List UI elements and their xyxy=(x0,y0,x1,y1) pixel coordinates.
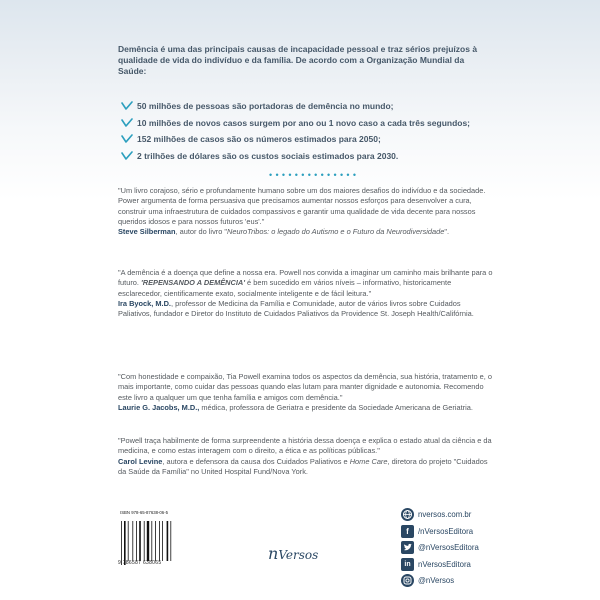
quote-italic-term: Home Care xyxy=(349,456,388,466)
quote-credit-end: ". xyxy=(444,227,450,237)
social-text: /nVersosEditora xyxy=(418,526,474,536)
quote-book-title: NeuroTribos: o legado do Autismo e o Futuro da Neurodiversidade xyxy=(227,227,445,237)
linkedin-icon: in xyxy=(401,558,414,571)
social-text: @nVersosEditora xyxy=(418,543,479,552)
quote-credit-end: , diretora do projeto "Cuidados da Saúde da Família" no United Hospital Fund/Nova York. xyxy=(118,456,488,476)
instagram-icon xyxy=(401,574,414,587)
quote-book-title: 'REPENSANDO A DEMÊNCIA' xyxy=(141,278,245,288)
check-arrow-icon xyxy=(121,134,133,144)
barcode-bar xyxy=(121,521,122,565)
quote-credit: , professor de Medicina da Família e Comunidade, autor de vários livros sobre Cuidados Paliativos, fundador e Diretor do Instituto de Cuidados Paliativos da Providence St. Joseph Health/Califórnia. xyxy=(118,298,474,319)
barcode-bar xyxy=(136,521,137,561)
social-text: nversos.com.br xyxy=(418,510,472,519)
quote-credit: médica, professora de Geriatra e presidente da Sociedade Americana de Geriatria. xyxy=(199,402,473,412)
barcode-bar xyxy=(128,521,129,561)
stat-text: 10 milhões de novos casos surgem por ano ou 1 novo caso a cada três segundos; xyxy=(137,117,471,128)
check-arrow-icon xyxy=(121,151,133,161)
quote-text: "Powell traça habilmente de forma surpreendente a história dessa doença e explica o estado atual da ciência e da medicina, e como estas interagem com o direito, a ética e as políticas públicas." xyxy=(118,436,492,456)
twitter-icon xyxy=(401,541,414,554)
stat-text: 50 milhões de pessoas são portadoras de demência no mundo; xyxy=(137,101,394,111)
quote-text-end: é bem sucedido em vários níveis – informativo, historicamente esclarecedor, cientificamente exato, socialmente inteligente e de fácil leitura." xyxy=(118,278,452,298)
social-text: nVersosEditora xyxy=(418,559,471,569)
dotted-separator: • • • • • • • • • • • • • • xyxy=(269,170,357,180)
logo-wordmark: Versos xyxy=(278,548,319,562)
quote-credit: , autor do livro " xyxy=(175,227,228,237)
barcode-bar xyxy=(147,521,149,561)
quote-levine xyxy=(118,436,494,477)
stats-list xyxy=(118,100,498,166)
barcode-bar xyxy=(139,521,141,561)
quote-byock xyxy=(118,268,494,319)
check-arrow-icon xyxy=(121,101,133,111)
logo-initial: n xyxy=(268,544,279,563)
stat-text: 2 trilhões de dólares são os custos sociais estimados para 2030. xyxy=(137,150,399,161)
barcode-bar xyxy=(144,521,145,561)
quote-text: "A demência é a doença que define a nossa era. Powell nos convida a imaginar um caminho mais brilhante para o futuro. xyxy=(118,268,493,288)
stat-text: 152 milhões de casos são os números estimados para 2050; xyxy=(137,134,381,144)
check-arrow-icon xyxy=(121,118,133,128)
barcode-bar xyxy=(170,521,171,561)
isbn-label: ISBN 978-65-87638-06-5 xyxy=(120,510,169,515)
quote-silberman xyxy=(118,186,494,237)
quote-author: Carol Levine xyxy=(118,456,163,466)
list-item xyxy=(118,133,498,150)
barcode-bar xyxy=(167,521,169,561)
barcode-bar xyxy=(159,521,160,561)
barcode-bar xyxy=(155,521,156,561)
facebook-icon: f xyxy=(401,525,414,538)
barcode-bar xyxy=(162,521,163,561)
quote-author: Steve Silberman xyxy=(118,227,176,237)
barcode-bar xyxy=(124,521,126,565)
list-item xyxy=(118,100,498,117)
quote-credit: , autora e defensora da causa dos Cuidados Paliativos e xyxy=(162,456,350,466)
barcode-bar xyxy=(151,521,152,561)
quote-text: "Um livro corajoso, sério e profundamente humano sobre um dos maiores desafios do indivíduo e da sociedade. Power argumenta de forma persuasiva que precisamos aumentar nossos esforços para desenvolver a cura, construir uma infraestrutura de cuidados compassivos e garantir uma qualidade de vida decente para nossos queridos idosos e para nossos futuros 'eus'." xyxy=(118,186,486,226)
social-text: @nVersos xyxy=(418,576,455,585)
quote-author: Ira Byock, M.D. xyxy=(118,298,171,308)
barcode-number: 9 786587 638065 xyxy=(118,560,162,566)
publisher-logo xyxy=(268,544,318,563)
list-item xyxy=(118,150,498,167)
list-item xyxy=(118,117,498,134)
quote-jacobs xyxy=(118,372,494,413)
intro-paragraph: Demência é uma das principais causas de incapacidade pessoal e traz sérios prejuízos à qualidade de vida do indivíduo e da família. De acordo com a Organização Mundial da Saúde: xyxy=(118,44,478,76)
barcode-bar xyxy=(132,521,133,561)
globe-icon xyxy=(401,508,414,521)
quote-author: Laurie G. Jacobs, M.D., xyxy=(118,402,200,412)
quote-text: "Com honestidade e compaixão, Tia Powell examina todos os aspectos da demência, sua história, tratamento e, o mais importante, como cuidar das pessoas quando elas lutam para manter dignidade e autonomia. Recomendo este livro a qualquer um que tenha família e amigos com demência." xyxy=(118,372,493,402)
